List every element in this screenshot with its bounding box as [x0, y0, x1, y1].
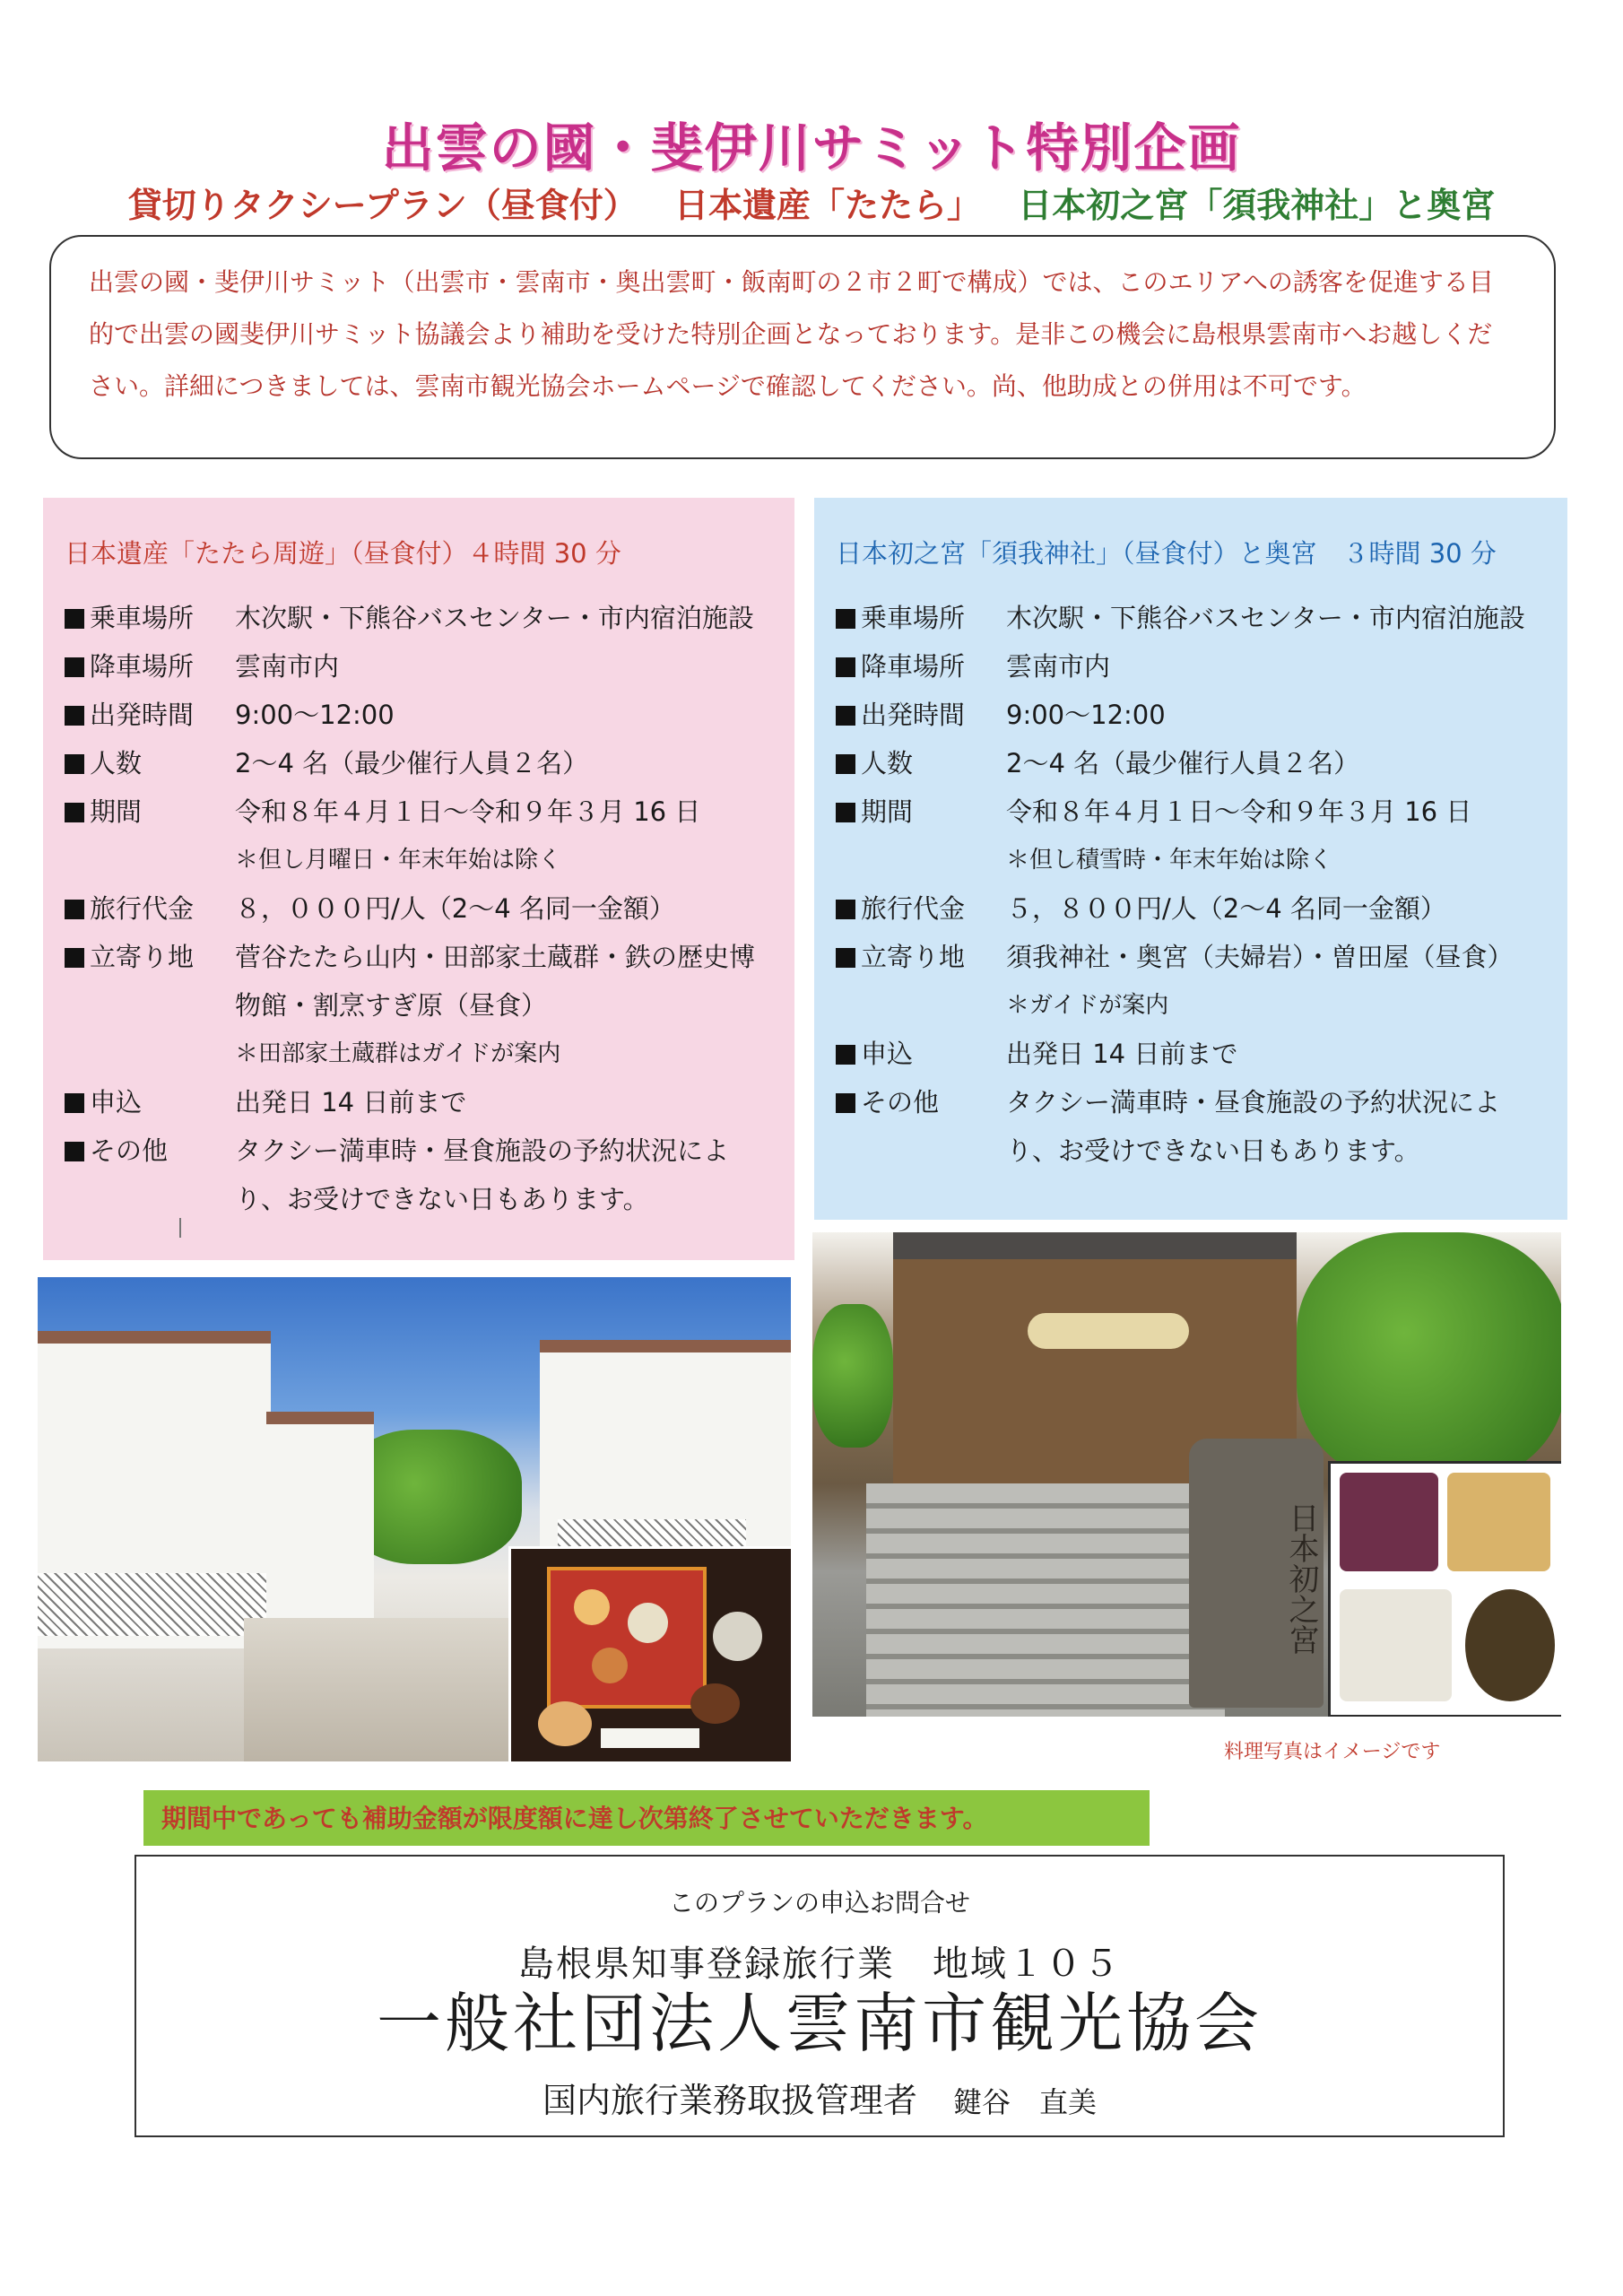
detail-label-text: 申込: [861, 1039, 914, 1069]
detail-value: ５，８００円/人（2～4 名同一金額）: [1006, 893, 1446, 924]
detail-row: [836, 739, 1546, 787]
detail-label-text: 旅行代金: [861, 893, 966, 924]
detail-value: 令和８年４月１日～令和９年３月 16 日: [235, 796, 701, 827]
page-subtitle: [0, 178, 1623, 227]
bento-cell: [1340, 1589, 1452, 1701]
detail-label: [65, 1078, 235, 1126]
detail-value: ＊但し月曜日・年末年始は除く: [235, 847, 562, 874]
detail-value: 2～4 名（最少催行人員２名）: [235, 748, 589, 778]
detail-row: [65, 1078, 773, 1126]
detail-label: [65, 642, 235, 691]
detail-value: 菅谷たたら山内・田部家土蔵群・鉄の歴史博物館・割烹すぎ原（昼食）: [235, 942, 756, 1021]
detail-row: [836, 1078, 1546, 1175]
detail-value: ８，０００円/人（2～4 名同一金額）: [235, 893, 675, 924]
detail-label: [836, 933, 1006, 981]
detail-label: [65, 884, 235, 933]
detail-label-text: 立寄り地: [90, 942, 195, 972]
detail-row: [65, 787, 773, 836]
detail-row: [836, 933, 1546, 981]
detail-value: 木次駅・下熊谷バスセンター・市内宿泊施設: [235, 603, 754, 633]
meal-dish: [538, 1701, 592, 1746]
detail-label-text: 乗車場所: [90, 603, 195, 633]
contact-registration: 島根県知事登録旅行業 地域１０５: [518, 1944, 1121, 1985]
detail-label: [65, 594, 235, 642]
bullet-square-icon: [65, 657, 84, 677]
detail-label: [65, 1126, 235, 1223]
meal-tray: [547, 1567, 707, 1709]
detail-value: 須我神社・奥宮（夫婦岩）・曽田屋（昼食）: [1006, 942, 1514, 972]
contact-manager: [136, 2073, 1503, 2122]
detail-row: [836, 836, 1546, 884]
detail-label-text: その他: [90, 1135, 169, 1166]
subtitle-suga: 日本初之宮「須我神社」と奥宮: [1018, 186, 1496, 225]
detail-label: [65, 691, 235, 739]
meal-dish: [574, 1589, 610, 1625]
bullet-square-icon: [836, 754, 855, 774]
bullet-square-icon: [836, 1045, 855, 1065]
detail-label: [836, 787, 1006, 836]
tatara-street-photo: [38, 1277, 791, 1761]
plan-suga-panel: [814, 498, 1567, 1220]
detail-row: [65, 884, 773, 933]
detail-label: [836, 1078, 1006, 1175]
detail-label: [65, 787, 235, 836]
monument-inscription: 日本初之宮: [1283, 1502, 1319, 1655]
detail-label: [65, 836, 235, 884]
bullet-square-icon: [65, 754, 84, 774]
plan-suga-title: 日本初之宮「須我神社」（昼食付）と奥宮 ３時間 30 分: [836, 538, 1497, 569]
bullet-square-icon: [65, 1093, 84, 1113]
detail-row: [65, 1126, 773, 1223]
detail-value: 雲南市内: [1006, 651, 1111, 682]
detail-label-text: 人数: [861, 748, 914, 778]
monument-stone: [1189, 1439, 1324, 1708]
detail-label-text: 期間: [90, 796, 143, 827]
plan-suga-details: [836, 594, 1546, 1175]
detail-label-text: その他: [861, 1087, 940, 1118]
detail-value: 令和８年４月１日～令和９年３月 16 日: [1006, 796, 1472, 827]
detail-label: [65, 739, 235, 787]
meal-dish: [628, 1603, 668, 1643]
detail-row: [65, 691, 773, 739]
detail-label-text: 出発時間: [90, 700, 195, 730]
contact-heading: このプランの申込お問合せ: [668, 1888, 970, 1918]
detail-row: [836, 981, 1546, 1030]
bullet-square-icon: [836, 900, 855, 919]
suga-shrine-photo: [812, 1232, 1561, 1717]
detail-value: 9:00～12:00: [235, 700, 395, 730]
bullet-square-icon: [836, 948, 855, 968]
bullet-square-icon: [65, 948, 84, 968]
bento-cell: [1465, 1589, 1555, 1701]
bento-cell: [1447, 1473, 1550, 1571]
plan-tatara-panel: [43, 498, 794, 1260]
bullet-square-icon: [836, 609, 855, 629]
detail-label-text: 立寄り地: [861, 942, 966, 972]
detail-value: タクシー満車時・昼食施設の予約状況により、お受けできない日もあります。: [1006, 1087, 1501, 1166]
detail-row: [65, 594, 773, 642]
detail-value: ＊但し積雪時・年末年始は除く: [1006, 847, 1333, 874]
detail-value: ＊田部家土蔵群はガイドが案内: [235, 1040, 561, 1067]
detail-row: [836, 1030, 1546, 1078]
detail-value: 出発日 14 日前まで: [1006, 1039, 1238, 1069]
detail-label: [836, 739, 1006, 787]
detail-label-text: 乗車場所: [861, 603, 966, 633]
detail-label: [836, 1030, 1006, 1078]
detail-value: 9:00～12:00: [1006, 700, 1166, 730]
detail-label: [836, 981, 1006, 1030]
bullet-square-icon: [836, 657, 855, 677]
detail-row: [836, 787, 1546, 836]
bullet-square-icon: [836, 803, 855, 822]
detail-label: [836, 691, 1006, 739]
tatara-meal-photo: [508, 1546, 791, 1761]
contact-box: [135, 1855, 1505, 2137]
bullet-square-icon: [65, 706, 84, 726]
shrine-trees: [1297, 1232, 1561, 1483]
bullet-square-icon: [836, 1093, 855, 1113]
detail-label-text: 出発時間: [861, 700, 966, 730]
detail-label: [836, 642, 1006, 691]
detail-value: タクシー満車時・昼食施設の予約状況により、お受けできない日もあります。: [235, 1135, 730, 1214]
bullet-square-icon: [65, 1142, 84, 1161]
suga-bento-photo: [1328, 1461, 1561, 1717]
plan-tatara-title: 日本遺産「たたら周遊」（昼食付）４時間 30 分: [65, 538, 621, 569]
detail-label: [836, 594, 1006, 642]
detail-row: [836, 642, 1546, 691]
detail-value: ＊ガイドが案内: [1006, 992, 1169, 1019]
bullet-square-icon: [65, 803, 84, 822]
bullet-square-icon: [65, 900, 84, 919]
bullet-square-icon: [65, 609, 84, 629]
detail-value: 2～4 名（最少催行人員２名）: [1006, 748, 1360, 778]
notice-banner: [143, 1790, 1150, 1846]
contact-organization: 一般社団法人雲南市観光協会: [376, 1986, 1263, 2061]
photo-caption: 料理写真はイメージです: [1224, 1741, 1441, 1763]
meal-name-card: [601, 1728, 699, 1748]
notice-text: 期間中であっても補助金額が限度額に達し次第終了させていただきます。: [161, 1804, 988, 1833]
detail-row: [836, 884, 1546, 933]
detail-row: [65, 836, 773, 884]
detail-label-text: 降車場所: [861, 651, 966, 682]
intro-box: [49, 235, 1556, 459]
bento-cell: [1340, 1473, 1438, 1571]
detail-label: [836, 836, 1006, 884]
namako-wall-left: [38, 1573, 271, 1636]
meal-dish: [592, 1648, 628, 1683]
subtitle-taxi-plan: 貸切りタクシープラン（昼食付）: [127, 186, 638, 225]
detail-label: [836, 884, 1006, 933]
detail-label: [65, 1030, 235, 1078]
detail-row: [65, 933, 773, 1030]
stone-stairs: [866, 1483, 1225, 1717]
detail-value: 雲南市内: [235, 651, 340, 682]
meal-dish: [690, 1683, 740, 1724]
fold-mark: [179, 1218, 181, 1238]
detail-value: 木次駅・下熊谷バスセンター・市内宿泊施設: [1006, 603, 1525, 633]
detail-label: [65, 933, 235, 1030]
shimenawa-rope: [1028, 1313, 1189, 1349]
detail-label-text: 旅行代金: [90, 893, 195, 924]
page-title: 出雲の國・斐伊川サミット特別企画: [381, 117, 1242, 178]
meal-dish: [713, 1612, 762, 1661]
detail-value: 出発日 14 日前まで: [235, 1087, 467, 1118]
detail-row: [65, 739, 773, 787]
contact-manager-name: 鍵谷 直美: [953, 2085, 1098, 2119]
detail-row: [65, 1030, 773, 1078]
detail-row: [65, 642, 773, 691]
detail-row: [836, 594, 1546, 642]
detail-label-text: 人数: [90, 748, 143, 778]
subtitle-tatara: 日本遺産「たたら」: [674, 186, 982, 225]
detail-label-text: 降車場所: [90, 651, 195, 682]
detail-label-text: 期間: [861, 796, 914, 827]
intro-text: 出雲の國・斐伊川サミット（出雲市・雲南市・奥出雲町・飯南町の２市２町で構成）では、このエリアへの誘客を促進する目的で出雲の國斐伊川サミット協議会より補助を受けた特別企画となっております。是非この機会に島根県雲南市へお越しください。詳細につきましては、雲南市観光協会ホームページで確認してください。尚、他助成との併用は不可です。: [89, 267, 1494, 401]
contact-manager-title: 国内旅行業務取扱管理者: [542, 2081, 917, 2120]
shrine-trees-left: [812, 1304, 893, 1448]
plan-tatara-details: [65, 594, 773, 1223]
storehouse-left-back: [266, 1412, 374, 1631]
detail-row: [836, 691, 1546, 739]
detail-label-text: 申込: [90, 1087, 143, 1118]
bullet-square-icon: [836, 706, 855, 726]
